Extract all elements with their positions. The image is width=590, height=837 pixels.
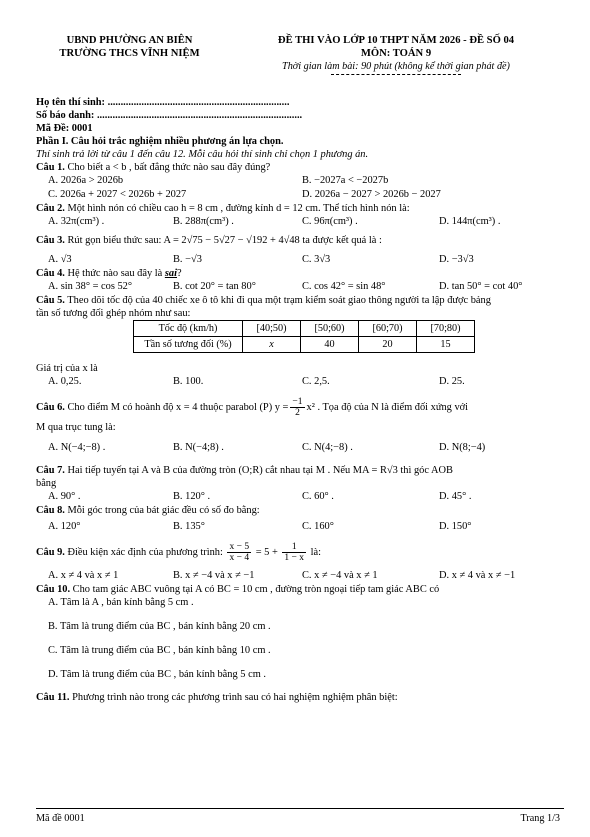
- table-cell: 15: [417, 337, 475, 353]
- table-cell: Tần số tương đối (%): [134, 337, 243, 353]
- ward-name: UBND PHƯỜNG AN BIÊN: [66, 35, 193, 46]
- option-d[interactable]: D. −3√3: [439, 254, 474, 265]
- option-b[interactable]: B. Tâm là trung điểm của BC , bán kính bằng 20 cm .: [48, 621, 271, 632]
- exam-header: [236, 34, 556, 75]
- question-5-ask: Giá trị của x là: [36, 363, 98, 374]
- question-3: Câu 3. Rút gọn biểu thức sau: A = 2√75 − 5√27 − √192 + 4√48 ta được kết quả là :: [36, 235, 382, 246]
- question-3-options: [36, 253, 564, 267]
- question-4: Câu 4. Hệ thức nào sau đây là sai?: [36, 268, 182, 279]
- option-d[interactable]: D. 150°: [439, 521, 472, 532]
- option-c[interactable]: C. 3√3: [302, 254, 331, 265]
- option-c[interactable]: C. 60° .: [302, 491, 334, 502]
- table-cell: [60;70): [359, 321, 417, 337]
- fraction: $\frac{x - 5}{x - 4}$: [229, 542, 250, 564]
- question-8-options: [36, 520, 564, 534]
- header-divider: [331, 74, 461, 75]
- table-row: [134, 337, 475, 353]
- option-d[interactable]: D. 2026a − 2027 > 2026b − 2027: [302, 189, 441, 200]
- option-a[interactable]: A. Tâm là A , bán kính bằng 5 cm .: [48, 597, 194, 608]
- emphasis-sai: sai: [164, 268, 177, 279]
- option-c[interactable]: C. x ≠ −4 và x ≠ 1: [302, 570, 378, 581]
- option-b[interactable]: B. 135°: [173, 521, 205, 532]
- question-11: Câu 11. Phương trình nào trong các phương trình sau có hai nghiệm nghiệm phân biệt:: [36, 692, 398, 703]
- table-cell: [50;60): [301, 321, 359, 337]
- part-title: Phần I. Câu hỏi trắc nghiệm nhiều phương án lựa chọn.: [36, 136, 284, 147]
- option-b[interactable]: B. cot 20° = tan 80°: [173, 281, 256, 292]
- question-5-options: [36, 375, 564, 389]
- part-instruction: Thí sinh trả lời từ câu 1 đến câu 12. Mỗi câu hỏi thí sinh chỉ chọn 1 phương án.: [36, 149, 369, 160]
- option-d[interactable]: D. 45° .: [439, 491, 472, 502]
- question-7: Câu 7. Hai tiếp tuyến tại A và B của đường tròn (O;R) cắt nhau tại M . Nếu MA = R√3 thì góc AOB: [36, 465, 453, 476]
- exam-code: Mã Đề: 0001: [36, 123, 93, 134]
- question-6-options: [36, 441, 564, 459]
- table-cell: 40: [301, 337, 359, 353]
- option-d[interactable]: D. 144π(cm³) .: [439, 216, 501, 227]
- option-b[interactable]: B. −√3: [173, 254, 202, 265]
- student-id-line: Số báo danh: ...............................................................................: [36, 110, 303, 121]
- question-1-options: [36, 174, 564, 188]
- option-c[interactable]: C. cos 42° = sin 48°: [302, 281, 386, 292]
- option-a[interactable]: A. 2026a > 2026b: [48, 175, 124, 186]
- question-6: Câu 6. Cho điểm M có hoành độ x = 4 thuộc parabol (P) y = $\frac{-1}{2}$ x² . Tọa độ của N là điểm đối xứng với: [36, 397, 469, 419]
- table-cell: 20: [359, 337, 417, 353]
- option-c[interactable]: C. 96π(cm³) .: [302, 216, 358, 227]
- question-6-cont: M qua trục tung là:: [36, 422, 116, 433]
- option-b[interactable]: B. 120° .: [173, 491, 211, 502]
- option-d[interactable]: D. Tâm là trung điểm của BC , bán kính bằng 5 cm .: [48, 669, 266, 680]
- frequency-table: [133, 320, 475, 353]
- question-2: Câu 2. Một hình nón có chiều cao h = 8 cm , đường kính d = 12 cm. Thể tích hình nón là:: [36, 203, 410, 214]
- option-a[interactable]: A. sin 38° = cos 52°: [48, 281, 133, 292]
- footer-divider: [36, 808, 564, 809]
- question-1: Câu 1. Cho biết a < b , bất đẳng thức nào sau đây đúng?: [36, 162, 271, 173]
- option-c[interactable]: C. 2026a + 2027 < 2026b + 2027: [48, 189, 187, 200]
- table-cell: [40;50): [243, 321, 301, 337]
- school-name: TRƯỜNG THCS VĨNH NIỆM: [59, 48, 200, 59]
- question-5-cont: tần số tương đối ghép nhóm như sau:: [36, 308, 191, 319]
- question-1-options-2: [36, 188, 564, 202]
- fraction: $\frac{1}{1 - x}$: [284, 542, 305, 564]
- option-b[interactable]: B. x ≠ −4 và x ≠ −1: [173, 570, 255, 581]
- option-a[interactable]: A. 32π(cm³) .: [48, 216, 105, 227]
- option-b[interactable]: B. 100.: [173, 376, 204, 387]
- exam-body: [36, 96, 564, 704]
- table-cell: [70;80): [417, 321, 475, 337]
- table-cell: x: [243, 337, 301, 353]
- footer-exam-code: Mã đề 0001: [36, 813, 85, 824]
- table-cell: Tốc độ (km/h): [134, 321, 243, 337]
- frequency-table-wrap: [36, 320, 564, 362]
- exam-duration: Thời gian làm bài: 90 phút (không kể thời gian phát đề): [282, 61, 510, 72]
- option-d[interactable]: D. x ≠ 4 và x ≠ −1: [439, 570, 516, 581]
- option-a[interactable]: A. √3: [48, 254, 72, 265]
- option-a[interactable]: A. 120°: [48, 521, 81, 532]
- option-b[interactable]: B. 288π(cm³) .: [173, 216, 234, 227]
- question-9: Câu 9. Điều kiện xác định của phương trình: $\frac{x - 5}{x - 4}$ = 5 + $\frac{1}{1 - x}$ là:: [36, 542, 321, 564]
- question-8: Câu 8. Mỗi góc trong của bát giác đều có số đo bằng:: [36, 505, 260, 516]
- option-d[interactable]: D. tan 50° = cot 40°: [439, 281, 523, 292]
- school-header: [42, 34, 217, 60]
- option-a[interactable]: A. 0,25.: [48, 376, 82, 387]
- option-c[interactable]: C. Tâm là trung điểm của BC , bán kính bằng 10 cm .: [48, 645, 271, 656]
- exam-title: ĐỀ THI VÀO LỚP 10 THPT NĂM 2026 - ĐỀ SỐ 04: [277, 35, 515, 46]
- question-7-options: [36, 490, 564, 504]
- question-2-options: [36, 215, 564, 229]
- option-d[interactable]: D. N(8;−4): [439, 442, 486, 453]
- option-b[interactable]: B. −2027a < −2027b: [302, 175, 389, 186]
- option-c[interactable]: C. N(4;−8) .: [302, 442, 353, 453]
- option-d[interactable]: D. 25.: [439, 376, 465, 387]
- option-a[interactable]: A. 90° .: [48, 491, 81, 502]
- question-5: Câu 5. Theo dõi tốc độ của 40 chiếc xe ô tô khi đi qua một trạm kiểm soát giao thông người ta lập được bảng: [36, 295, 491, 306]
- page-number: Trang 1/3: [520, 813, 560, 824]
- fraction: $\frac{-1}{2}$: [292, 397, 303, 419]
- option-c[interactable]: C. 160°: [302, 521, 334, 532]
- question-9-options: [36, 569, 564, 583]
- question-7-cont: bằng: [36, 478, 57, 489]
- option-a[interactable]: A. N(−4;−8) .: [48, 442, 106, 453]
- table-row: [134, 321, 475, 337]
- option-c[interactable]: C. 2,5.: [302, 376, 330, 387]
- option-a[interactable]: A. x ≠ 4 và x ≠ 1: [48, 570, 119, 581]
- option-b[interactable]: B. N(−4;8) .: [173, 442, 224, 453]
- student-name-line: Họ tên thí sinh: ......................................................................: [36, 97, 290, 108]
- question-10: Câu 10. Cho tam giác ABC vuông tại A có BC = 10 cm , đường tròn ngoại tiếp tam giác ABC có: [36, 584, 440, 595]
- exam-subject: MÔN: TOÁN 9: [360, 48, 432, 59]
- question-4-options: [36, 280, 564, 294]
